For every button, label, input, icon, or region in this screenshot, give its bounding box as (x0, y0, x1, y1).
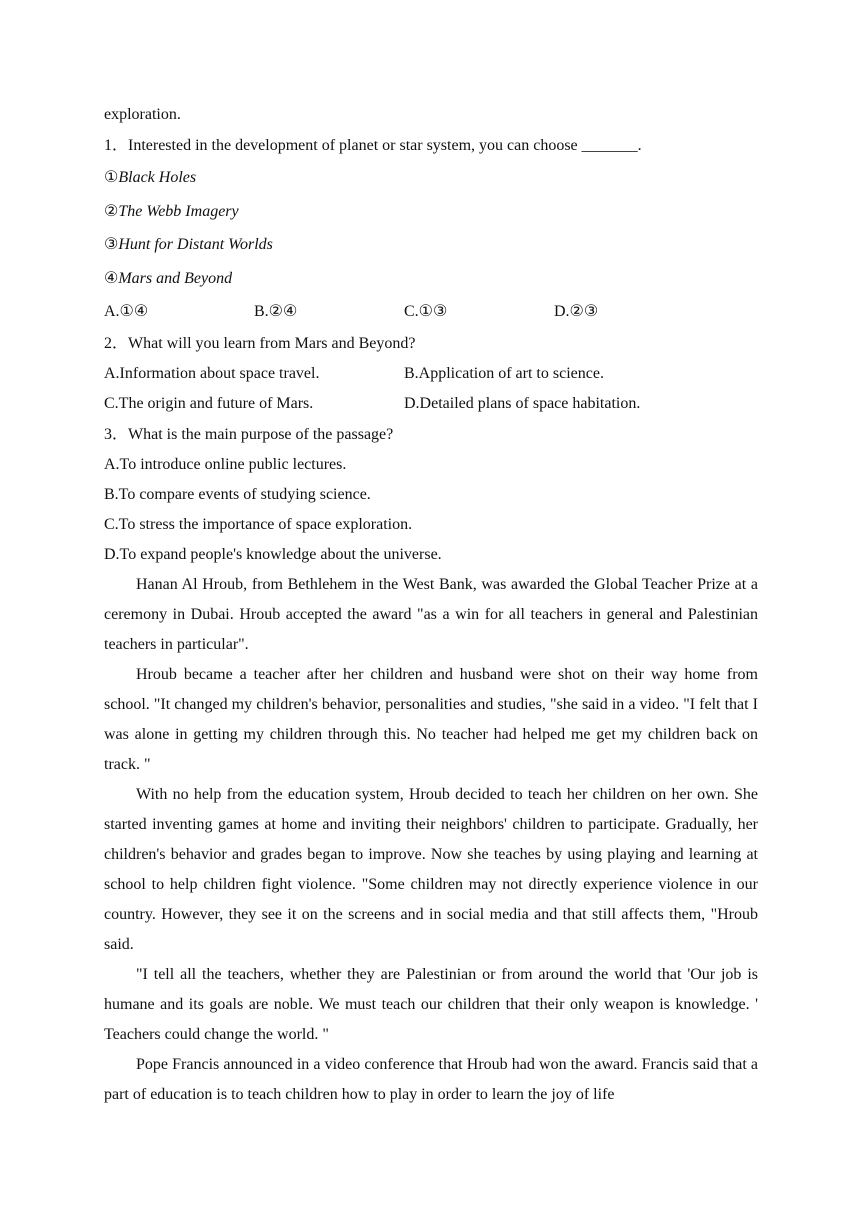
item-title: Hunt for Distant Worlds (118, 236, 273, 253)
item-title: Black Holes (118, 169, 197, 186)
q1-item-3 (104, 228, 758, 262)
passage-paragraph-4: "I tell all the teachers, whether they are Palestinian or from around the world that 'Our job is humane and its goals are noble. We must teach our children that their only weapon is knowledge. ' Teachers could change the world. " (104, 966, 758, 1043)
item-title: The Webb Imagery (118, 202, 239, 220)
passage-paragraph-2: Hroub became a teacher after her children and husband were shot on their way home from school. "It changed my children's behavior, personalities and studies, "she said in a video. "I felt that I was alone in getting my children through this. No teacher had helped me get my children back on track. " (104, 666, 758, 773)
q1-choices (104, 295, 758, 328)
q2-choice-c: C.The origin and future of Mars. (104, 395, 314, 412)
q2-choice-b: B.Application of art to science. (404, 365, 604, 382)
q2-choice-d: D.Detailed plans of space habitation. (404, 395, 641, 412)
question-1-stem: 1．Interested in the development of planet or star system, you can choose _______. (104, 137, 642, 154)
passage-paragraph-1: Hanan Al Hroub, from Bethlehem in the West Bank, was awarded the Global Teacher Prize at a ceremony in Dubai. Hroub accepted the award "as a win for all teachers in general and Palestinian teachers in particular". (104, 576, 758, 653)
question-3-stem: 3．What is the main purpose of the passage? (104, 426, 394, 443)
q2-choices-row-2 (104, 389, 758, 419)
q2-choice-a: A.Information about space travel. (104, 365, 320, 382)
passage-paragraph-5: Pope Francis announced in a video conference that Hroub had won the award. Francis said that a part of education is to teach children how to play in order to learn the joy of life (104, 1056, 758, 1103)
q2-choices-row-1 (104, 359, 758, 389)
q3-choice-d: D.To expand people's knowledge about the universe. (104, 546, 442, 563)
q1-item-4 (104, 262, 758, 296)
item-mark: ③ (104, 236, 119, 253)
item-mark: ④ (104, 269, 119, 287)
q1-choice-c: C.①③ (404, 303, 448, 320)
question-2-stem: 2．What will you learn from Mars and Beyond? (104, 335, 416, 352)
item-title: Mars and Beyond (118, 269, 233, 287)
item-mark: ② (104, 202, 119, 220)
q1-item-2 (104, 195, 758, 229)
intro-tail: exploration. (104, 106, 181, 123)
q1-choice-b: B.②④ (254, 303, 298, 320)
item-mark: ① (104, 169, 119, 186)
passage-paragraph-3: With no help from the education system, Hroub decided to teach her children on her own. She started inventing games at home and inviting their neighbors' children to participate. Gradually, her children's behavior and grades began to improve. Now she teaches by using playing and learning at school to help children fight violence. "Some children may not directly experience violence in our country. However, they see it on the screens and in social media and that still affects them, "Hroub said. (104, 786, 758, 953)
q3-choice-c: C.To stress the importance of space exploration. (104, 516, 413, 533)
q1-item-1 (104, 161, 758, 195)
q1-choice-a: A.①④ (104, 303, 149, 320)
document-body (104, 100, 758, 1110)
q3-choice-b: B.To compare events of studying science. (104, 486, 371, 503)
q1-choice-d: D.②③ (554, 303, 599, 320)
q3-choice-a: A.To introduce online public lectures. (104, 456, 347, 473)
